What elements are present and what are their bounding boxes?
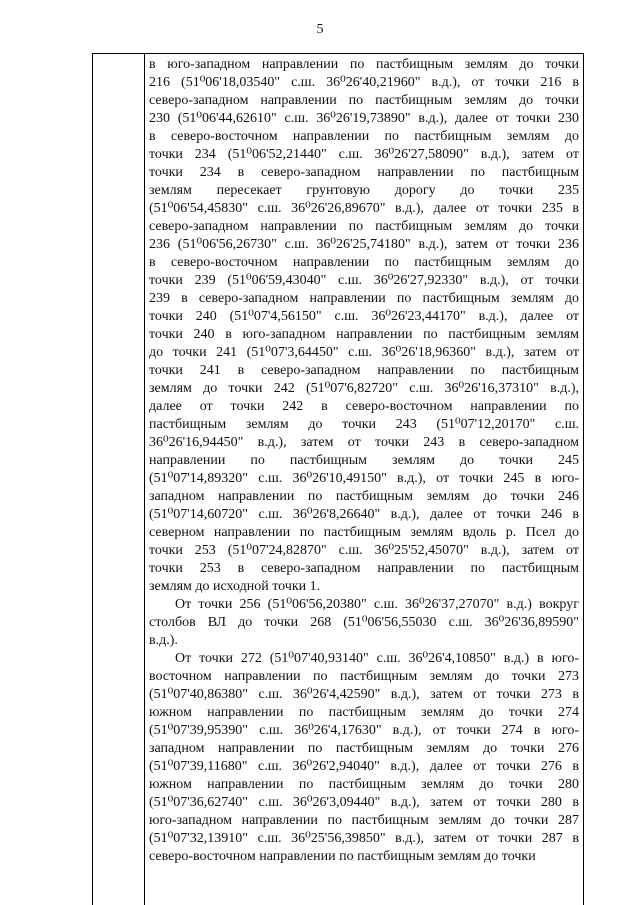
text-line: в северо-восточном направлении по пастбищным землям до bbox=[149, 255, 579, 270]
text-line: землям до исходной точки 1. bbox=[149, 579, 321, 594]
text-line: точки 234 (51⁰06'52,21440" с.ш. 36⁰26'27,58090" в.д.), затем от bbox=[149, 147, 579, 162]
text-line: (51⁰07'14,89320" с.ш. 36⁰26'10,49150" в.д.), от точки 245 в юго- bbox=[149, 471, 579, 486]
text-line: столбов ВЛ до точки 268 (51⁰06'56,55030 с.ш. 36⁰26'36,89590" bbox=[149, 615, 579, 630]
text-line: направлении по пастбищным землям до точки 245 bbox=[149, 453, 579, 468]
text-line: в.д.). bbox=[149, 633, 178, 648]
text-line: От точки 256 (51⁰06'56,20380" с.ш. 36⁰26'37,27070" в.д.) вокруг bbox=[175, 597, 579, 612]
text-line: точки 253 (51⁰07'24,82870" с.ш. 36⁰25'52,45070" в.д.), затем от bbox=[149, 543, 579, 558]
text-line: (51⁰07'32,13910" с.ш. 36⁰25'56,39850" в.д.), затем от точки 287 в bbox=[149, 831, 579, 846]
text-line: южном направлении по пастбищным землям до точки 280 bbox=[149, 777, 579, 792]
text-line: точки 253 в северо-западном направлении по пастбищным bbox=[149, 561, 579, 576]
text-line: до точки 241 (51⁰07'3,64450" с.ш. 36⁰26'18,96360" в.д.), затем от bbox=[149, 345, 579, 360]
text-line: (51⁰07'40,86380" с.ш. 36⁰26'4,42590" в.д.), затем от точки 273 в bbox=[149, 687, 579, 702]
text-line: 239 в северо-западном направлении по пастбищным землям до bbox=[149, 291, 579, 306]
text-line: пастбищным землям до точки 243 (51⁰07'12,20170" с.ш. bbox=[149, 417, 579, 432]
text-line: восточном направлении по пастбищным землям до точки 273 bbox=[149, 669, 579, 684]
text-line: точки 240 в юго-западном направлении по пастбищным землям bbox=[149, 327, 579, 342]
text-line: южном направлении по пастбищным землям до точки 274 bbox=[149, 705, 579, 720]
text-line: западном направлении по пастбищным землям до точки 276 bbox=[149, 741, 579, 756]
text-line: (51⁰07'39,11680" с.ш. 36⁰26'2,94040" в.д.), далее от точки 276 в bbox=[149, 759, 579, 774]
page-number: 5 bbox=[316, 22, 324, 37]
text-line: (51⁰07'39,95390" с.ш. 36⁰26'4,17630" в.д.), от точки 274 в юго- bbox=[149, 723, 579, 738]
text-line: северо-западном направлении по пастбищным землям до точки bbox=[149, 93, 579, 108]
text-line: (51⁰07'36,62740" с.ш. 36⁰26'3,09440" в.д.), затем от точки 280 в bbox=[149, 795, 579, 810]
text-line: 230 (51⁰06'44,62610" с.ш. 36⁰26'19,73890" в.д.), далее от точки 230 bbox=[149, 111, 579, 126]
text-line: От точки 272 (51⁰07'40,93140" с.ш. 36⁰26'4,10850" в.д.) в юго- bbox=[175, 651, 579, 666]
text-line: землям пересекает грунтовую дорогу до точки 235 bbox=[149, 183, 579, 198]
text-line: (51⁰07'14,60720" с.ш. 36⁰26'8,26640" в.д.), далее от точки 246 в bbox=[149, 507, 579, 522]
text-line: в северо-восточном направлении по пастбищным землям до bbox=[149, 129, 579, 144]
text-line: в юго-западном направлении по пастбищным землям до точки bbox=[149, 57, 579, 72]
text-line: северо-восточном направлении по пастбищным землям до точки bbox=[149, 849, 536, 864]
text-line: 236 (51⁰06'56,26730" с.ш. 36⁰26'25,74180" в.д.), затем от точки 236 bbox=[149, 237, 579, 252]
text-line: северо-западном направлении по пастбищным землям до точки bbox=[149, 219, 579, 234]
text-line: далее от точки 242 в северо-восточном направлении по bbox=[149, 399, 579, 414]
text-line: землям до точки 242 (51⁰07'6,82720" с.ш. 36⁰26'16,37310" в.д.), bbox=[149, 381, 579, 396]
text-line: 216 (51⁰06'18,03540" с.ш. 36⁰26'40,21960" в.д.), от точки 216 в bbox=[149, 75, 579, 90]
text-line: точки 239 (51⁰06'59,43040" с.ш. 36⁰26'27,92330" в.д.), от точки bbox=[149, 273, 579, 288]
text-line: юго-западном направлении по пастбищным землям до точки 287 bbox=[149, 813, 579, 828]
boundary-description-cell bbox=[149, 56, 579, 866]
text-line: точки 241 в северо-западном направлении по пастбищным bbox=[149, 363, 579, 378]
text-line: точки 234 в северо-западном направлении по пастбищным bbox=[149, 165, 579, 180]
text-line: северном направлении по пастбищным землям вдоль р. Псел до bbox=[149, 525, 579, 540]
text-line: 36⁰26'16,94450" в.д.), затем от точки 243 в северо-западном bbox=[149, 435, 579, 450]
text-line: западном направлении по пастбищным землям до точки 246 bbox=[149, 489, 579, 504]
column-divider bbox=[144, 53, 145, 905]
text-line: (51⁰06'54,45830" с.ш. 36⁰26'26,89670" в.д.), далее от точки 235 в bbox=[149, 201, 579, 216]
text-line: точки 240 (51⁰07'4,56150" с.ш. 36⁰26'23,44170" в.д.), далее от bbox=[149, 309, 579, 324]
